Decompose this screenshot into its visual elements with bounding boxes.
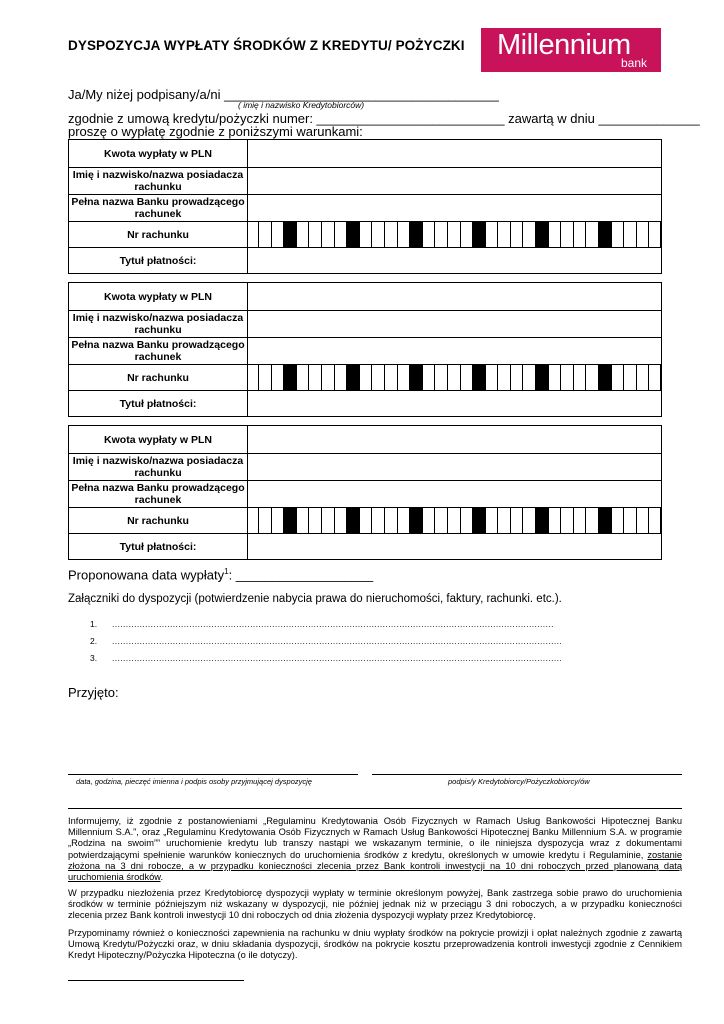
digit-box[interactable] bbox=[497, 365, 510, 390]
amount-field[interactable] bbox=[248, 140, 662, 168]
digit-box[interactable] bbox=[384, 222, 397, 247]
attachment-item-3[interactable] bbox=[90, 653, 562, 670]
digit-separator bbox=[472, 222, 485, 247]
digit-box[interactable] bbox=[585, 222, 598, 247]
contract-number-line[interactable]: zgodnie z umową kredytu/pożyczki numer: __________________________ zawartą w dniu ______________ bbox=[68, 111, 700, 126]
digit-box[interactable] bbox=[510, 508, 523, 533]
account-holder-field[interactable] bbox=[248, 168, 662, 195]
account-digit-boxes[interactable] bbox=[258, 365, 661, 390]
payment-table-3 bbox=[68, 425, 662, 560]
digit-box[interactable] bbox=[497, 222, 510, 247]
attachment-number: 3. bbox=[90, 653, 98, 663]
digit-box[interactable] bbox=[447, 508, 460, 533]
bank-name-field[interactable] bbox=[248, 338, 662, 365]
digit-box[interactable] bbox=[334, 365, 347, 390]
info-paragraph-1 bbox=[68, 816, 682, 883]
digit-box[interactable] bbox=[334, 508, 347, 533]
digit-box[interactable] bbox=[321, 508, 334, 533]
digit-box[interactable] bbox=[258, 222, 271, 247]
digit-box[interactable] bbox=[648, 365, 661, 390]
staff-signature-line[interactable] bbox=[68, 774, 358, 775]
digit-separator bbox=[283, 508, 296, 533]
digit-box[interactable] bbox=[560, 365, 573, 390]
attachment-dots[interactable]: ................................................................................................................................................................... bbox=[112, 653, 563, 663]
account-digit-boxes[interactable] bbox=[258, 222, 661, 247]
digit-box[interactable] bbox=[648, 508, 661, 533]
bank-name-label: Pełna nazwa Banku prowadzącego rachunek bbox=[69, 195, 248, 222]
digit-box[interactable] bbox=[371, 222, 384, 247]
attachment-dots[interactable]: ................................................................................................................................................................... bbox=[112, 636, 563, 646]
digit-box[interactable] bbox=[271, 222, 284, 247]
digit-box[interactable] bbox=[397, 365, 410, 390]
digit-box[interactable] bbox=[548, 508, 561, 533]
digit-box[interactable] bbox=[258, 508, 271, 533]
payment-title-label: Tytuł płatności: bbox=[69, 248, 248, 274]
digit-box[interactable] bbox=[548, 222, 561, 247]
digit-box[interactable] bbox=[611, 222, 624, 247]
bank-name-label: Pełna nazwa Banku prowadzącego rachunek bbox=[69, 338, 248, 365]
attachments-label: Załączniki do dyspozycji (potwierdzenie nabycia prawa do nieruchomości, faktury, rachunki. etc.). bbox=[68, 593, 562, 605]
digit-separator bbox=[598, 222, 611, 247]
digit-box[interactable] bbox=[636, 365, 649, 390]
digit-box[interactable] bbox=[611, 365, 624, 390]
digit-box[interactable] bbox=[485, 365, 498, 390]
digit-separator bbox=[598, 365, 611, 390]
digit-box[interactable] bbox=[371, 365, 384, 390]
attachment-number: 1. bbox=[90, 619, 98, 629]
digit-box[interactable] bbox=[258, 365, 271, 390]
digit-box[interactable] bbox=[434, 365, 447, 390]
digit-separator bbox=[409, 508, 422, 533]
digit-box[interactable] bbox=[296, 365, 309, 390]
document-title: DYSPOZYCJA WYPŁATY ŚRODKÓW Z KREDYTU/ POŻYCZKI bbox=[68, 38, 465, 53]
digit-box[interactable] bbox=[296, 508, 309, 533]
amount-label: Kwota wypłaty w PLN bbox=[69, 283, 248, 311]
digit-box[interactable] bbox=[397, 222, 410, 247]
footnote-marker: 1 bbox=[224, 567, 229, 576]
amount-label: Kwota wypłaty w PLN bbox=[69, 426, 248, 454]
info-paragraph-2: W przypadku niezłożenia przez Kredytobiorcę dyspozycji wypłaty w terminie określonym powyżej, Bank zastrzega sobie prawo do uruchomienia środków w terminie późniejszym niż wskazany w dyspozycji, nie później jednak niż w przeciągu 3 dni roboczych, a w przypadku konieczności zlecenia przez Bank kontroli inwestycji 10 dni roboczych od dnia złożenia dyspozycji wypłaty przez Kredytobiorcę. bbox=[68, 888, 682, 921]
digit-box[interactable] bbox=[573, 222, 586, 247]
digit-box[interactable] bbox=[308, 508, 321, 533]
account-holder-field[interactable] bbox=[248, 454, 662, 481]
attachment-item-1[interactable] bbox=[90, 619, 562, 636]
digit-box[interactable] bbox=[271, 365, 284, 390]
account-number-label: Nr rachunku bbox=[69, 222, 248, 248]
digit-separator bbox=[535, 508, 548, 533]
info-paragraph-3: Przypominamy również o konieczności zapewnienia na rachunku w dniu wypłaty środków na pokrycie prowizji i opłat należnych zgodnie z zawartą Umową Kredytu/Pożyczki oraz, w dniu składania dyspozycji, środków na pokrycie kosztu przeprowadzenia kontroli inwestycji zgodnie z Cennikiem Kredyt Hipoteczny/Pożyczka Hipoteczna (o ile dotyczy). bbox=[68, 928, 682, 961]
digit-box[interactable] bbox=[510, 365, 523, 390]
digit-box[interactable] bbox=[359, 365, 372, 390]
digit-box[interactable] bbox=[334, 222, 347, 247]
account-number-label: Nr rachunku bbox=[69, 365, 248, 391]
payment-table-1 bbox=[68, 139, 662, 274]
payment-title-field[interactable] bbox=[248, 248, 662, 274]
digit-separator bbox=[535, 222, 548, 247]
account-number-field[interactable] bbox=[248, 508, 662, 534]
digit-box[interactable] bbox=[460, 365, 473, 390]
digit-box[interactable] bbox=[611, 508, 624, 533]
digit-separator bbox=[283, 222, 296, 247]
payment-title-field[interactable] bbox=[248, 534, 662, 560]
account-holder-field[interactable] bbox=[248, 311, 662, 338]
section-divider bbox=[68, 808, 682, 809]
digit-separator bbox=[409, 222, 422, 247]
digit-separator bbox=[346, 508, 359, 533]
digit-box[interactable] bbox=[447, 365, 460, 390]
digit-box[interactable] bbox=[460, 222, 473, 247]
digit-box[interactable] bbox=[359, 222, 372, 247]
digit-box[interactable] bbox=[560, 508, 573, 533]
digit-box[interactable] bbox=[384, 365, 397, 390]
digit-box[interactable] bbox=[422, 508, 435, 533]
account-number-field[interactable] bbox=[248, 365, 662, 391]
account-number-field[interactable] bbox=[248, 222, 662, 248]
digit-box[interactable] bbox=[296, 222, 309, 247]
digit-box[interactable] bbox=[485, 222, 498, 247]
digit-box[interactable] bbox=[447, 222, 460, 247]
amount-field[interactable] bbox=[248, 283, 662, 311]
digit-box[interactable] bbox=[308, 365, 321, 390]
digit-box[interactable] bbox=[573, 365, 586, 390]
info-paragraph-1-end: . bbox=[160, 872, 164, 883]
digit-separator bbox=[346, 222, 359, 247]
staff-signature-caption: data, godzina, pieczęć imienna i podpis osoby przyjmującej dyspozycję bbox=[76, 777, 312, 786]
digit-box[interactable] bbox=[510, 222, 523, 247]
digit-box[interactable] bbox=[522, 508, 535, 533]
digit-separator bbox=[535, 365, 548, 390]
digit-box[interactable] bbox=[321, 365, 334, 390]
account-holder-label: Imię i nazwisko/nazwa posiadacza rachunku bbox=[69, 454, 248, 481]
digit-box[interactable] bbox=[548, 365, 561, 390]
digit-box[interactable] bbox=[321, 222, 334, 247]
digit-box[interactable] bbox=[636, 222, 649, 247]
digit-box[interactable] bbox=[585, 365, 598, 390]
attachment-dots[interactable]: ................................................................................................................................................................ bbox=[112, 619, 554, 629]
digit-box[interactable] bbox=[460, 508, 473, 533]
digit-box[interactable] bbox=[434, 508, 447, 533]
payment-table-2 bbox=[68, 282, 662, 417]
borrower-name-line[interactable]: Ja/My niżej podpisany/a/ni ______________________________________ bbox=[68, 87, 499, 102]
digit-separator bbox=[598, 508, 611, 533]
attachments-list bbox=[90, 619, 562, 670]
borrower-signature-caption: podpis/y Kredytobiorcy/Pożyczkobiorcy/ów bbox=[448, 777, 590, 786]
request-intro-line: proszę o wypłatę zgodnie z poniższymi warunkami: bbox=[68, 124, 363, 139]
info-paragraph-1-text: Informujemy, iż zgodnie z postanowieniami „Regulaminu Kredytowania Osób Fizycznych w Ramach Usług Bankowości Hipotecznej Banku Millennium S.A.”, oraz „Regulaminu Kredytowania Osób Fizycznych w Ramach Usług Bankowości Hipotecznej Banku Millennium S.A. w programie „Rodzina na swoim”” uruchomienie kredytu lub transzy nastąpi we wskazanym terminie, o ile niniejsza dyspozycja wraz z dokumentami potwierdzającymi spełnienie warunków koniecznych do uruchomienia środków z kredytu, określonych w umowie kredytu i Regulaminie, bbox=[68, 816, 682, 860]
digit-box[interactable] bbox=[359, 508, 372, 533]
digit-separator bbox=[283, 365, 296, 390]
amount-label: Kwota wypłaty w PLN bbox=[69, 140, 248, 168]
digit-box[interactable] bbox=[308, 222, 321, 247]
footnote-divider bbox=[68, 980, 244, 981]
payment-title-label: Tytuł płatności: bbox=[69, 391, 248, 417]
digit-box[interactable] bbox=[271, 508, 284, 533]
digit-box[interactable] bbox=[434, 222, 447, 247]
digit-box[interactable] bbox=[422, 222, 435, 247]
logo-sub-text: bank bbox=[620, 56, 647, 70]
digit-box[interactable] bbox=[497, 508, 510, 533]
digit-box[interactable] bbox=[371, 508, 384, 533]
proposed-date-line[interactable] bbox=[68, 567, 373, 582]
digit-box[interactable] bbox=[522, 222, 535, 247]
proposed-date-label: Proponowana data wypłaty bbox=[68, 567, 225, 583]
digit-box[interactable] bbox=[573, 508, 586, 533]
bank-name-field[interactable] bbox=[248, 195, 662, 222]
millennium-bank-logo bbox=[481, 28, 661, 72]
account-holder-label: Imię i nazwisko/nazwa posiadacza rachunku bbox=[69, 168, 248, 195]
digit-box[interactable] bbox=[623, 508, 636, 533]
digit-separator bbox=[346, 365, 359, 390]
digit-box[interactable] bbox=[560, 222, 573, 247]
bank-name-field[interactable] bbox=[248, 481, 662, 508]
accepted-label: Przyjęto: bbox=[68, 685, 119, 700]
digit-separator bbox=[472, 508, 485, 533]
digit-box[interactable] bbox=[648, 222, 661, 247]
digit-box[interactable] bbox=[522, 365, 535, 390]
digit-box[interactable] bbox=[485, 508, 498, 533]
borrower-signature-line[interactable] bbox=[372, 774, 682, 775]
digit-box[interactable] bbox=[636, 508, 649, 533]
amount-field[interactable] bbox=[248, 426, 662, 454]
digit-box[interactable] bbox=[623, 222, 636, 247]
account-digit-boxes[interactable] bbox=[258, 508, 661, 533]
digit-box[interactable] bbox=[585, 508, 598, 533]
proposed-date-blank[interactable]: : ___________________ bbox=[228, 567, 374, 583]
borrower-name-hint: ( imię i nazwisko Kredytobiorców) bbox=[238, 100, 365, 110]
digit-box[interactable] bbox=[623, 365, 636, 390]
account-holder-label: Imię i nazwisko/nazwa posiadacza rachunku bbox=[69, 311, 248, 338]
attachment-number: 2. bbox=[90, 636, 98, 646]
logo-main-text: Millennium bbox=[497, 29, 631, 61]
digit-box[interactable] bbox=[422, 365, 435, 390]
digit-separator bbox=[472, 365, 485, 390]
digit-separator bbox=[409, 365, 422, 390]
info-paragraph-1-underlined: zostanie złożona na 3 dni robocze, a w przypadku konieczności zlecenia przez Bank kontroli inwestycji na 10 dni roboczych przed planowaną datą uruchomienia środków bbox=[68, 849, 682, 883]
account-number-label: Nr rachunku bbox=[69, 508, 248, 534]
digit-box[interactable] bbox=[397, 508, 410, 533]
bank-name-label: Pełna nazwa Banku prowadzącego rachunek bbox=[69, 481, 248, 508]
payment-title-field[interactable] bbox=[248, 391, 662, 417]
payment-title-label: Tytuł płatności: bbox=[69, 534, 248, 560]
attachment-item-2[interactable] bbox=[90, 636, 562, 653]
digit-box[interactable] bbox=[384, 508, 397, 533]
